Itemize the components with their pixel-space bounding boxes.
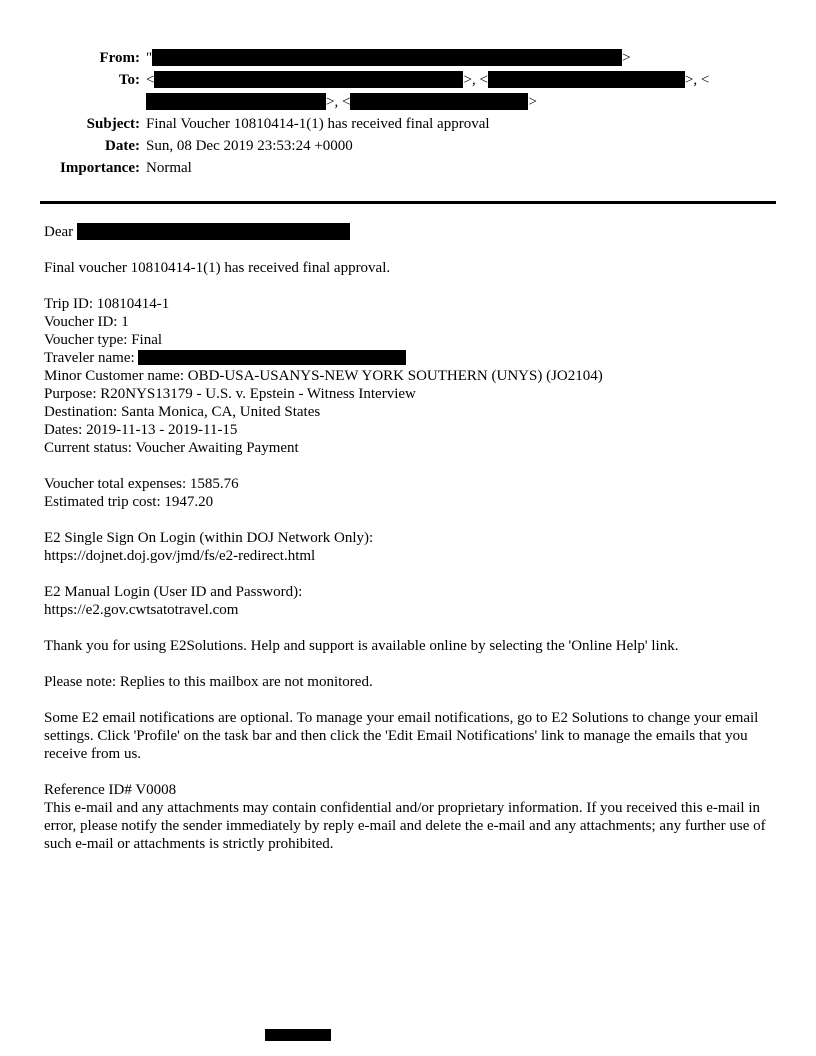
date-label: Date: bbox=[105, 138, 140, 154]
to-value bbox=[146, 69, 712, 113]
voucher-id-line: Voucher ID: 1 bbox=[44, 314, 129, 330]
date-value: Sun, 08 Dec 2019 23:53:24 +0000 bbox=[146, 138, 353, 154]
redaction-bar-to-address-3 bbox=[146, 93, 326, 110]
from-label: From: bbox=[99, 50, 140, 66]
greeting-prefix: Dear bbox=[44, 224, 77, 240]
dates-line: Dates: 2019-11-13 - 2019-11-15 bbox=[44, 422, 238, 438]
traveler-name-line bbox=[44, 349, 771, 367]
angle-close: > bbox=[684, 72, 694, 88]
voucher-type-line: Voucher type: Final bbox=[44, 332, 163, 348]
address-separator: , bbox=[693, 72, 701, 88]
redaction-bar-to-address-2 bbox=[488, 71, 685, 88]
notifications-paragraph: Some E2 email notifications are optional. To manage your email notifications, go to E2 Solutions to change your email settings. Click 'Profile' on the task bar and then click the 'Edit Email Notifications' link to manage the emails that you receive from us. bbox=[44, 710, 759, 762]
sso-login-label: E2 Single Sign On Login (within DOJ Network Only): bbox=[44, 530, 374, 546]
angle-open: < bbox=[479, 72, 488, 88]
minor-customer-line: Minor Customer name: OBD-USA-USANYS-NEW YORK SOUTHERN (UNYS) (JO2104) bbox=[44, 368, 603, 384]
importance-label: Importance: bbox=[60, 160, 140, 176]
angle-open: < bbox=[700, 72, 710, 88]
sso-login-url: https://dojnet.doj.gov/jmd/fs/e2-redirect.html bbox=[44, 548, 316, 564]
manual-login-url: https://e2.gov.cwtsatotravel.com bbox=[44, 602, 239, 618]
redaction-bar-from-address bbox=[152, 49, 622, 66]
redaction-bar-traveler-name bbox=[138, 350, 406, 365]
estimated-cost-line: Estimated trip cost: 1947.20 bbox=[44, 494, 214, 510]
header-field-importance bbox=[40, 157, 816, 179]
trip-details-block bbox=[44, 295, 771, 457]
voucher-total-line: Voucher total expenses: 1585.76 bbox=[44, 476, 239, 492]
email-header bbox=[40, 47, 816, 179]
email-body bbox=[44, 223, 771, 853]
to-label: To: bbox=[118, 72, 140, 88]
purpose-line: Purpose: R20NYS13179 - U.S. v. Epstein - Witness Interview bbox=[44, 386, 416, 402]
note-line: Please note: Replies to this mailbox are not monitored. bbox=[44, 674, 373, 690]
thanks-line: Thank you for using E2Solutions. Help and support is available online by selecting the 'Online Help' link. bbox=[44, 638, 679, 654]
subject-value: Final Voucher 10810414-1(1) has received final approval bbox=[146, 116, 490, 132]
from-prefix-quote: " bbox=[146, 50, 153, 66]
current-status-line: Current status: Voucher Awaiting Payment bbox=[44, 440, 299, 456]
address-separator: , bbox=[471, 72, 480, 88]
destination-line: Destination: Santa Monica, CA, United States bbox=[44, 404, 321, 420]
redaction-bar-greeting-name bbox=[77, 223, 350, 240]
traveler-name-label: Traveler name: bbox=[44, 350, 139, 366]
redaction-bar-footer bbox=[265, 1029, 331, 1041]
header-field-to bbox=[40, 69, 816, 113]
address-separator: , bbox=[334, 94, 342, 110]
intro-line: Final voucher 10810414-1(1) has received final approval. bbox=[44, 260, 391, 276]
angle-close: > bbox=[326, 94, 335, 110]
subject-label: Subject: bbox=[86, 116, 140, 132]
angle-open: < bbox=[341, 94, 351, 110]
manual-login-label: E2 Manual Login (User ID and Password): bbox=[44, 584, 303, 600]
header-field-from bbox=[40, 47, 816, 69]
from-suffix-bracket: > bbox=[622, 50, 631, 66]
disclaimer-text: This e-mail and any attachments may contain confidential and/or proprietary information. If you received this e-mail in error, please notify the sender immediately by reply e-mail and delete the e-mail and any attachments; any further use of such e-mail or attachments is strictly prohibited. bbox=[44, 800, 766, 852]
angle-close: > bbox=[528, 94, 537, 110]
reference-block bbox=[44, 781, 771, 853]
sso-login-block bbox=[44, 529, 771, 565]
angle-close: > bbox=[463, 72, 472, 88]
manual-login-block bbox=[44, 583, 771, 619]
header-divider bbox=[40, 201, 776, 204]
redaction-bar-to-address-4 bbox=[350, 93, 528, 110]
greeting-line bbox=[44, 223, 771, 241]
importance-value: Normal bbox=[146, 160, 192, 176]
angle-open: < bbox=[146, 72, 155, 88]
from-value bbox=[146, 47, 631, 69]
header-field-date bbox=[40, 135, 816, 157]
header-field-subject bbox=[40, 113, 816, 135]
reference-id-line: Reference ID# V0008 bbox=[44, 782, 177, 798]
redaction-bar-to-address-1 bbox=[154, 71, 463, 88]
costs-block bbox=[44, 475, 771, 511]
trip-id-line: Trip ID: 10810414-1 bbox=[44, 296, 170, 312]
